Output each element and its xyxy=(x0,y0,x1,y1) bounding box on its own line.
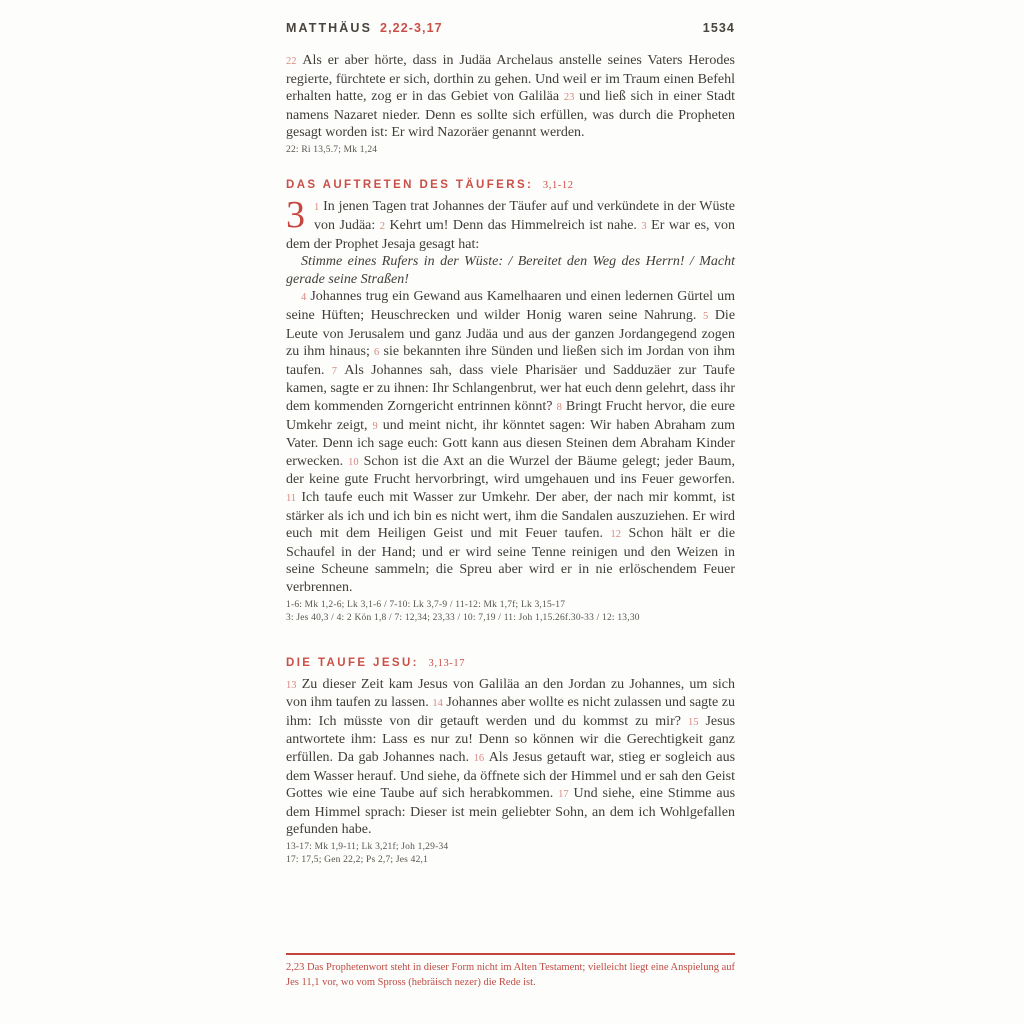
page-number: 1534 xyxy=(702,21,735,35)
cross-references xyxy=(286,599,735,626)
verse-number: 22 xyxy=(286,56,297,67)
footnote-text: Das Prophetenwort steht in dieser Form nicht im Alten Testament; vielleicht liegt eine Anspielung auf Jes 11,1 vor, wo vom Spross (hebräisch nezer) die Rede ist. xyxy=(286,962,736,988)
verse-number: 16 xyxy=(473,752,485,764)
cross-reference-line: 17: 17,5; Gen 22,2; Ps 2,7; Jes 42,1 xyxy=(286,855,429,866)
section-heading xyxy=(286,179,735,191)
verse-number: 23 xyxy=(563,92,575,104)
footnote xyxy=(286,961,735,990)
section-heading-range: 3,13-17 xyxy=(428,657,466,669)
verse-number: 1 xyxy=(314,202,320,214)
book-title: MATTHÄUS xyxy=(286,21,373,35)
chapter-opening-paragraph xyxy=(286,194,736,253)
bible-page-column xyxy=(286,21,735,868)
passage-range: 2,22-3,17 xyxy=(380,21,443,35)
verse-paragraph: 4 Johannes trug ein Gewand aus Kamelhaaren und einen ledernen Gürtel um seine Hüften; Heuschrecken und wilder Honig waren seine Nahrung. 5 Die Leute von Jerusalem und ganz Judäa und aus der ganzen Jordangegend zogen zu ihm hinaus; 6 sie bekannten ihre Sünden und ließen sich im Jordan von ihm taufen. 7 Als Johannes sah, dass viele Pharisäer und Sadduzäer zur Taufe kamen, sagte er zu ihnen: Ihr Schlangenbrut, wer hat euch denn gelehrt, dass ihr dem kommenden Zorngericht entrinnen könnt? 8 Bringt Frucht hervor, die eure Umkehr zeigt, 9 und meint nicht, ihr könntet sagen: Wir haben Abraham zum Vater. Denn ich sage euch: Gott kann aus diesen Steinen dem Abraham Kinder erwecken. 10 Schon ist die Axt an die Wurzel der Bäume gelegt; jeder Baum, der keine gute Frucht hervorbringt, wird umgehauen und ins Feuer geworfen. 11 Ich taufe euch mit Wasser zur Umkehr. Der aber, der nach mir kommt, ist stärker als ich und ich bin es nicht wert, ihm die Sandalen auszuziehen. Er wird euch mit dem Heiligen Geist und mit Feuer taufen. 12 Schon hält er die Schaufel in der Hand; und er wird seine Tenne reinigen und den Weizen in seine Scheune sammeln; die Spreu aber wird er in nie erlöschendem Feuer verbrennen. xyxy=(286,289,736,595)
footnote-block xyxy=(286,953,735,990)
footnote-divider xyxy=(286,953,735,955)
verse-paragraph: 22 Als er aber hörte, dass in Judäa Archelaus anstelle seines Vaters Herodes regierte, fürchtete er sich, dorthin zu gehen. Und weil er im Traum einen Befehl erhalten hatte, zog er in das Gebiet von Galiläa 23 und ließ sich in einer Stadt namens Nazaret nieder. Denn es sollte sich erfüllen, was durch die Propheten gesagt worden ist: Er wird Nazoräer genannt werden. xyxy=(286,53,736,141)
verse-number: 8 xyxy=(556,402,562,413)
section-heading xyxy=(286,657,735,669)
verse-number: 9 xyxy=(372,420,378,432)
cross-reference-line: 1-6: Mk 1,2-6; Lk 3,1-6 / 7-10: Lk 3,7-9 / 11-12: Mk 1,7f; Lk 3,15-17 xyxy=(286,599,566,610)
scripture-quote: Stimme eines Rufers in der Wüste: / Bereitet den Weg des Herrn! / Macht gerade seine Straßen! xyxy=(286,254,735,287)
section-heading-label: DIE TAUFE JESU: xyxy=(286,656,419,669)
verse-paragraph: 13 Zu dieser Zeit kam Jesus von Galiläa an den Jordan zu Johannes, um sich von ihm taufen zu lassen. 14 Johannes aber wollte es nicht zulassen und sagte zu ihm: Ich müsste von dir getauft werden und du kommst zu mir? 15 Jesus antwortete ihm: Lass es nur zu! Denn so können wir die Gerechtigkeit ganz erfüllen. Da gab Johannes nach. 16 Als Jesus getauft war, stieg er sogleich aus dem Wasser herauf. Und siehe, da öffnete sich der Himmel und er sah den Geist Gottes wie eine Taube auf sich herabkommen. 17 Und siehe, eine Stimme aus dem Himmel sprach: Dieser ist mein geliebter Sohn, an dem ich Wohlgefallen gefunden habe. xyxy=(286,676,736,838)
cross-reference-line: 13-17: Mk 1,9-11; Lk 3,21f; Joh 1,29-34 xyxy=(286,841,449,852)
verse-number: 13 xyxy=(286,679,297,691)
verse-number: 6 xyxy=(374,347,380,359)
cross-reference-line: 3: Jes 40,3 / 4: 2 Kön 1,8 / 7: 12,34; 23,33 / 10: 7,19 / 11: Joh 1,15.26f.30-33 / 12: 13,30 xyxy=(286,613,640,624)
verse-number: 4 xyxy=(301,292,307,304)
verse-number: 15 xyxy=(687,716,699,728)
verse-number: 17 xyxy=(558,789,569,801)
verse-number: 11 xyxy=(286,492,297,504)
verse-number: 3 xyxy=(641,221,647,233)
running-header-left xyxy=(286,21,443,35)
section-heading-range: 3,1-12 xyxy=(542,180,574,192)
verse-number: 12 xyxy=(610,529,622,541)
verse-number: 2 xyxy=(379,221,386,233)
chapter-opening-text: 1 In jenen Tagen trat Johannes der Täufer auf und verkündete in der Wüste von Judäa: 2 Kehrt um! Denn das Himmelreich ist nahe. 3 Er war es, von dem der Prophet Jesaja gesagt hat: xyxy=(286,199,736,252)
verse-number: 5 xyxy=(703,311,709,323)
running-header xyxy=(286,21,735,35)
cross-references: 22: Ri 13,5.7; Mk 1,24 xyxy=(286,144,378,155)
chapter-number: 3 xyxy=(286,194,305,237)
section-heading-label: DAS AUFTRETEN DES TÄUFERS: xyxy=(286,179,534,192)
footnote-ref: 2,23 xyxy=(286,962,305,973)
verse-number: 14 xyxy=(432,698,443,710)
verse-number: 7 xyxy=(331,365,338,377)
verse-number: 10 xyxy=(348,456,359,468)
cross-references xyxy=(286,841,735,868)
